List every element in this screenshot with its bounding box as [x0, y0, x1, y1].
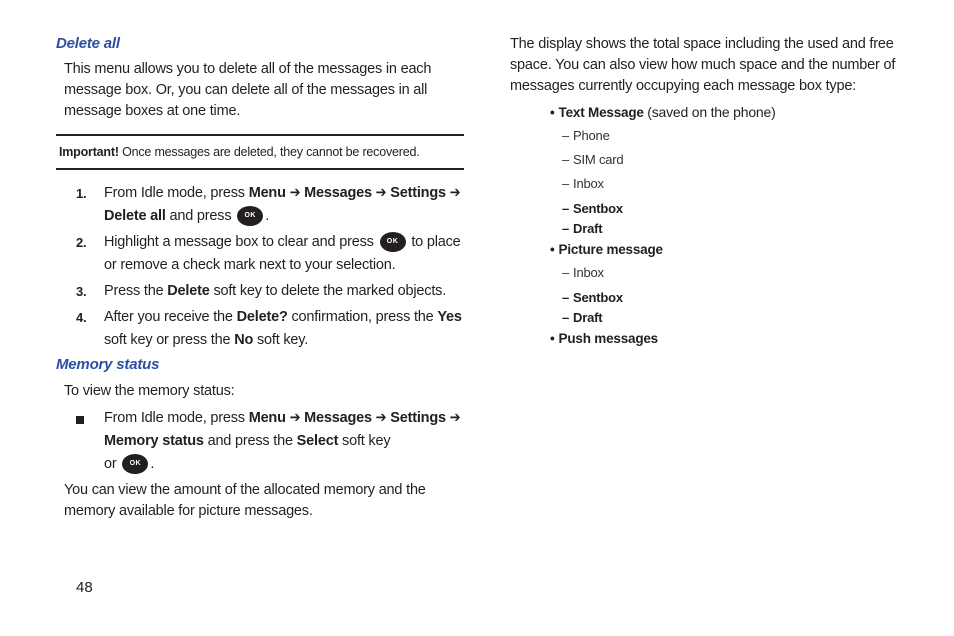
step-number: 2.	[76, 235, 87, 250]
sub-item-label: Draft	[573, 221, 603, 236]
list-item-label: Text Message	[558, 105, 644, 120]
delete-all-heading: Delete all	[56, 35, 120, 52]
step-2	[56, 231, 464, 277]
dash-icon: –	[562, 176, 570, 191]
step-text: soft key	[338, 433, 391, 449]
sub-item-label: Draft	[573, 310, 603, 325]
sub-item-label: Sentbox	[573, 201, 623, 216]
sub-item	[510, 261, 910, 285]
sub-item	[510, 288, 910, 308]
softkey-name: No	[234, 332, 254, 348]
important-text: Once messages are deleted, they cannot be recovered.	[122, 145, 420, 159]
sub-item-label: SIM card	[573, 152, 624, 167]
step-1	[56, 182, 464, 228]
memory-status-heading: Memory status	[56, 356, 160, 373]
list-item	[510, 101, 910, 124]
step-text: From Idle mode, press	[104, 410, 249, 426]
sub-item-label: Inbox	[573, 176, 604, 191]
dash-icon: –	[562, 265, 570, 280]
list-item	[510, 328, 910, 350]
step-number: 3.	[76, 284, 87, 299]
message-box-list	[510, 101, 910, 350]
dash-icon: –	[562, 128, 570, 143]
dash-icon: –	[562, 310, 570, 325]
sub-item	[510, 219, 910, 239]
step-text: and press	[165, 208, 236, 224]
dash-icon: –	[562, 152, 570, 167]
list-item-note: (saved on the phone)	[647, 104, 776, 120]
menu-path: Menu ➔ Messages ➔ Settings ➔ Memory status	[104, 410, 461, 449]
bullet-icon: •	[550, 105, 555, 120]
ok-key-icon: OK	[380, 232, 406, 252]
sub-item-label: Inbox	[573, 265, 604, 280]
memory-outro: You can view the amount of the allocated memory and the memory available for picture messages.	[64, 482, 426, 519]
softkey-name: Delete	[167, 283, 210, 299]
step-text: soft key.	[253, 332, 309, 348]
step-text: Press the	[104, 283, 168, 299]
dash-icon: –	[562, 290, 570, 305]
dash-icon: –	[562, 201, 570, 216]
important-label: Important!	[59, 145, 119, 159]
step-4	[56, 306, 464, 352]
dash-icon: –	[562, 221, 570, 236]
sub-item-label: Sentbox	[573, 290, 623, 305]
step-text: soft key or press the	[104, 332, 235, 348]
delete-steps	[56, 182, 464, 352]
step-number: 4.	[76, 310, 87, 325]
page-number: 48	[76, 579, 93, 596]
step-text: .	[265, 208, 270, 224]
sub-item	[510, 124, 910, 148]
sub-item	[510, 308, 910, 328]
ok-key-icon: OK	[237, 206, 263, 226]
sub-item	[510, 148, 910, 172]
square-bullet-icon	[76, 416, 84, 424]
softkey-name: Select	[296, 433, 339, 449]
step-text: Highlight a message box to clear and press	[104, 234, 378, 250]
step-text: .	[150, 456, 155, 472]
softkey-name: Yes	[437, 309, 462, 325]
softkey-name: Delete?	[236, 309, 288, 325]
bullet-icon: •	[550, 242, 555, 257]
sub-item	[510, 199, 910, 219]
right-column	[510, 34, 910, 350]
step-number: 1.	[76, 186, 87, 201]
step-text: After you receive the	[104, 309, 237, 325]
step-text: soft key to delete the marked objects.	[209, 283, 447, 299]
step-text: or	[104, 456, 117, 472]
memory-intro: To view the memory status:	[64, 383, 235, 399]
list-item-label: Push messages	[558, 331, 658, 346]
step-text: From Idle mode, press	[104, 185, 249, 201]
sub-item	[510, 172, 910, 196]
sub-item-label: Phone	[573, 128, 610, 143]
left-column	[56, 34, 464, 522]
step-text: confirmation, press the	[287, 309, 438, 325]
delete-all-intro: This menu allows you to delete all of the messages in each message box. Or, you can delete all of the messages in all message boxes at one time.	[64, 61, 432, 119]
list-item-label: Picture message	[558, 242, 663, 257]
list-item	[510, 239, 910, 261]
important-note	[56, 134, 464, 170]
ok-key-icon: OK	[122, 454, 148, 474]
step-text: and press the	[203, 433, 297, 449]
bullet-icon: •	[550, 331, 555, 346]
memory-step	[56, 407, 464, 476]
step-3	[56, 280, 464, 303]
step-text: to place or remove a check mark next to your selection.	[104, 234, 461, 273]
right-intro: The display shows the total space including the used and free space. You can also view how much space and the number of messages currently occupying each message box type:	[510, 36, 896, 94]
menu-path: Menu ➔ Messages ➔ Settings ➔ Delete all	[104, 185, 461, 224]
